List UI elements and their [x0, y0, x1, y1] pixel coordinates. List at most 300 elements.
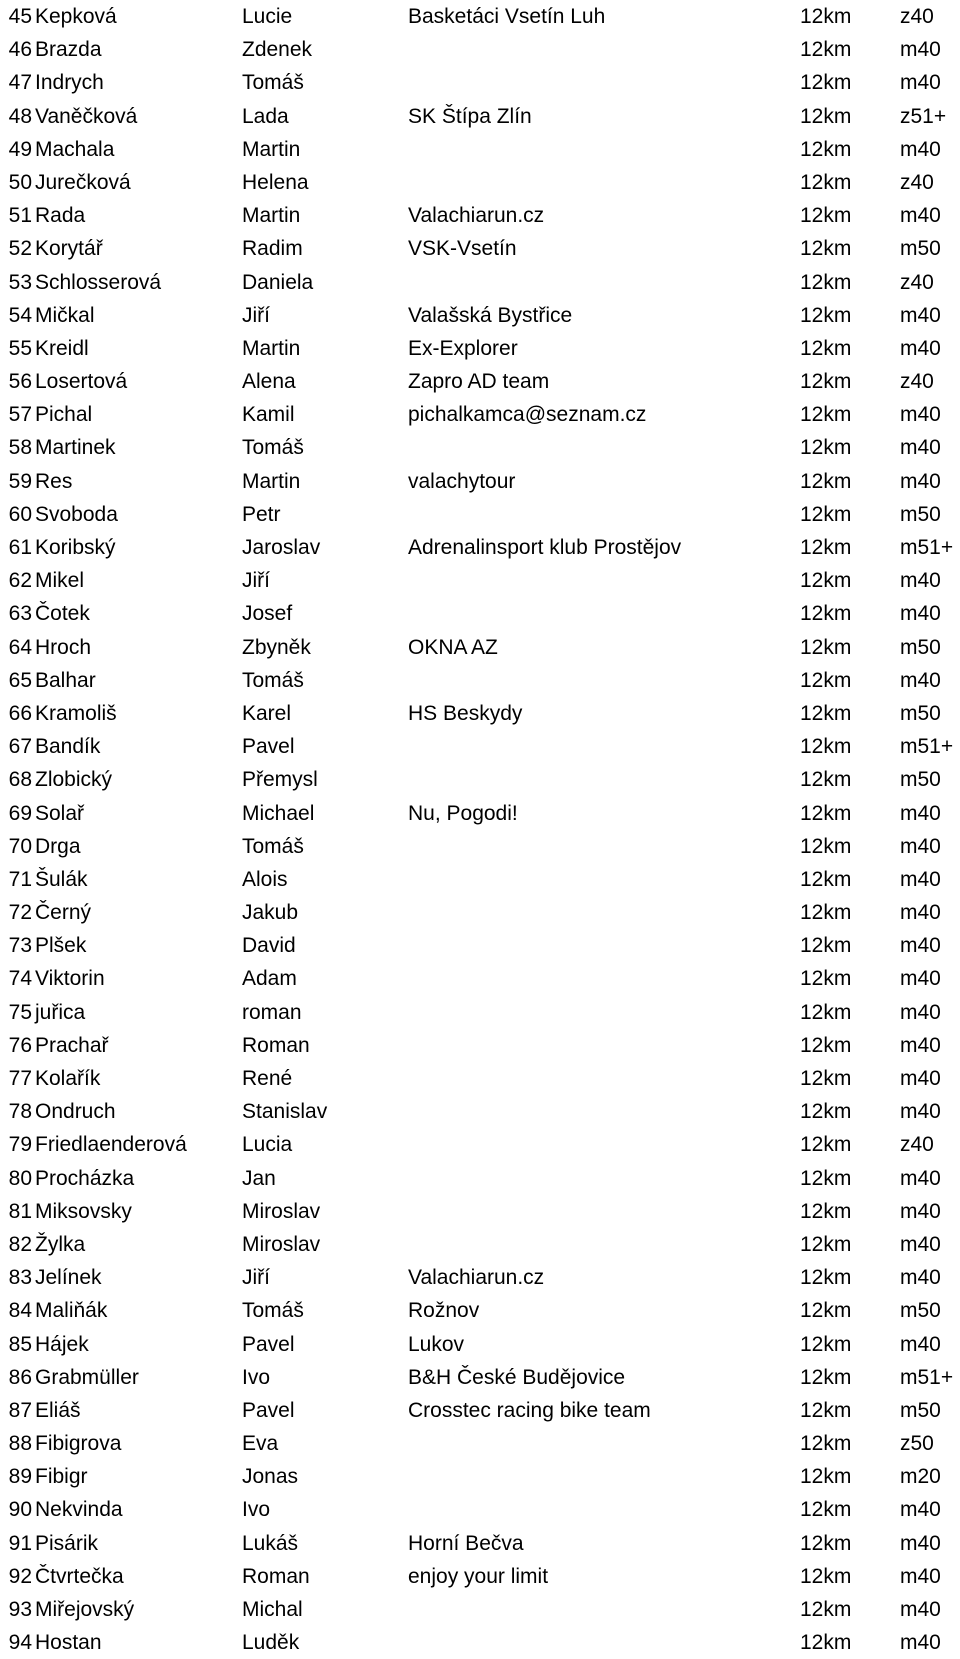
surname: Svoboda [35, 502, 118, 526]
result-row [0, 100, 960, 133]
surname: Kepková [35, 5, 117, 28]
result-row [0, 1460, 960, 1493]
distance: 12km [800, 1564, 852, 1588]
club: Basketáci Vsetín Luh [408, 5, 606, 28]
distance: 12km [800, 934, 852, 958]
result-row [0, 66, 960, 99]
start-number: 45 [8, 5, 32, 28]
distance: 12km [800, 502, 852, 526]
distance: 12km [800, 1432, 852, 1456]
distance: 12km [800, 303, 852, 327]
surname: Fibigrova [35, 1432, 122, 1456]
result-row [0, 1062, 960, 1095]
start-number: 67 [8, 735, 32, 759]
first-name: Martin [242, 469, 301, 493]
start-number: 77 [8, 1067, 32, 1090]
surname: Martinek [35, 436, 116, 460]
start-number: 73 [8, 934, 32, 958]
result-row [0, 0, 960, 33]
result-row [0, 1128, 960, 1161]
distance: 12km [800, 137, 852, 161]
category: m50 [900, 1398, 941, 1422]
surname: Čtvrtečka [35, 1564, 124, 1588]
club: Zapro AD team [408, 370, 550, 394]
category: m40 [900, 1332, 941, 1356]
club: Crosstec racing bike team [408, 1398, 651, 1422]
first-name: Eva [242, 1432, 279, 1456]
distance: 12km [800, 1232, 852, 1256]
start-number: 54 [8, 303, 32, 327]
distance: 12km [800, 1000, 852, 1024]
surname: Miksovsky [35, 1199, 132, 1223]
category: z50 [900, 1432, 934, 1456]
club: Horní Bečva [408, 1531, 524, 1555]
surname: Solař [35, 801, 85, 825]
first-name: Jiří [242, 569, 270, 593]
category: m40 [900, 569, 941, 593]
category: m40 [900, 1033, 941, 1057]
club: Rožnov [408, 1299, 480, 1323]
category: m40 [900, 1232, 941, 1256]
club: Ex-Explorer [408, 336, 518, 360]
start-number: 86 [8, 1365, 32, 1389]
distance: 12km [800, 867, 852, 891]
result-row [0, 1294, 960, 1327]
category: z40 [900, 370, 934, 394]
distance: 12km [800, 602, 852, 626]
surname: Viktorin [35, 967, 105, 991]
start-number: 53 [8, 270, 32, 294]
surname: Procházka [35, 1166, 135, 1190]
start-number: 74 [8, 967, 32, 991]
surname: Balhar [35, 668, 96, 692]
category: m40 [900, 1067, 941, 1090]
distance: 12km [800, 569, 852, 593]
surname: Zlobický [35, 768, 113, 792]
result-row [0, 929, 960, 962]
first-name: Tomáš [242, 668, 304, 692]
first-name: Josef [242, 602, 293, 626]
club: Lukov [408, 1332, 465, 1356]
category: z40 [900, 270, 934, 294]
start-number: 71 [8, 867, 32, 891]
first-name: Ivo [242, 1498, 271, 1522]
start-number: 63 [8, 602, 32, 626]
start-number: 65 [8, 668, 32, 692]
first-name: René [242, 1067, 293, 1090]
first-name: Jiří [242, 1266, 270, 1290]
first-name: Tomáš [242, 436, 304, 460]
first-name: Miroslav [242, 1232, 321, 1256]
distance: 12km [800, 71, 852, 95]
distance: 12km [800, 1531, 852, 1555]
start-number: 75 [8, 1000, 32, 1024]
first-name: roman [242, 1000, 302, 1024]
club: Adrenalinsport klub Prostějov [408, 536, 682, 559]
category: m40 [900, 1598, 941, 1621]
distance: 12km [800, 1067, 852, 1090]
result-row [0, 1493, 960, 1526]
first-name: Ivo [242, 1365, 271, 1389]
category: m40 [900, 336, 941, 360]
surname: Eliáš [35, 1398, 81, 1422]
category: z40 [900, 5, 934, 28]
start-number: 83 [8, 1266, 32, 1290]
start-number: 87 [8, 1398, 32, 1422]
surname: Miřejovský [35, 1598, 135, 1621]
category: m51+ [900, 536, 954, 559]
start-number: 51 [8, 204, 32, 228]
category: z40 [900, 170, 934, 194]
surname: Koribský [35, 536, 116, 559]
result-row [0, 730, 960, 763]
start-number: 47 [8, 71, 32, 95]
category: m40 [900, 602, 941, 626]
start-number: 92 [8, 1564, 32, 1588]
category: m20 [900, 1465, 941, 1489]
start-number: 84 [8, 1299, 32, 1323]
category: m50 [900, 701, 941, 725]
category: m40 [900, 867, 941, 891]
distance: 12km [800, 1100, 852, 1124]
first-name: Petr [242, 502, 281, 526]
first-name: Přemysl [242, 768, 318, 792]
first-name: David [242, 934, 296, 958]
distance: 12km [800, 834, 852, 858]
first-name: Jaroslav [242, 536, 321, 559]
surname: Mičkal [35, 303, 95, 327]
distance: 12km [800, 370, 852, 394]
result-row [0, 1593, 960, 1626]
surname: Schlosserová [35, 270, 162, 294]
first-name: Martin [242, 137, 301, 161]
first-name: Zbyněk [242, 635, 311, 659]
start-number: 76 [8, 1033, 32, 1057]
club: OKNA AZ [408, 635, 498, 659]
start-number: 90 [8, 1498, 32, 1522]
category: m40 [900, 1498, 941, 1522]
surname: Jurečková [35, 170, 131, 194]
start-number: 82 [8, 1232, 32, 1256]
distance: 12km [800, 1166, 852, 1190]
category: m40 [900, 204, 941, 228]
result-row [0, 1095, 960, 1128]
result-row [0, 1361, 960, 1394]
surname: Kolařík [35, 1067, 101, 1090]
category: m50 [900, 635, 941, 659]
start-number: 55 [8, 336, 32, 360]
distance: 12km [800, 1598, 852, 1621]
first-name: Stanislav [242, 1100, 328, 1124]
result-row [0, 1427, 960, 1460]
surname: Losertová [35, 370, 128, 394]
result-row [0, 431, 960, 464]
first-name: Michal [242, 1598, 303, 1621]
result-row [0, 299, 960, 332]
distance: 12km [800, 38, 852, 62]
distance: 12km [800, 1465, 852, 1489]
distance: 12km [800, 104, 852, 128]
category: m40 [900, 834, 941, 858]
club: enjoy your limit [408, 1564, 549, 1588]
surname: Žylka [35, 1232, 86, 1256]
category: m51+ [900, 735, 954, 759]
first-name: Jan [242, 1166, 276, 1190]
surname: Kreidl [35, 336, 89, 360]
first-name: Karel [242, 701, 292, 725]
club: VSK-Vsetín [408, 237, 517, 261]
category: m40 [900, 967, 941, 991]
result-row [0, 398, 960, 431]
distance: 12km [800, 1631, 852, 1655]
distance: 12km [800, 1199, 852, 1223]
surname: Indrych [35, 71, 104, 95]
distance: 12km [800, 1332, 852, 1356]
category: m40 [900, 1100, 941, 1124]
start-number: 60 [8, 502, 32, 526]
surname: Rada [35, 204, 86, 228]
result-row [0, 166, 960, 199]
distance: 12km [800, 768, 852, 792]
club: pichalkamca@seznam.cz [408, 403, 647, 427]
first-name: Martin [242, 336, 301, 360]
start-number: 85 [8, 1332, 32, 1356]
category: m40 [900, 668, 941, 692]
first-name: Tomáš [242, 1299, 304, 1323]
start-number: 79 [8, 1133, 32, 1157]
result-row [0, 332, 960, 365]
category: m40 [900, 436, 941, 460]
surname: Prachař [35, 1033, 109, 1057]
result-row [0, 199, 960, 232]
start-number: 46 [8, 38, 32, 62]
first-name: Lucia [242, 1133, 293, 1157]
distance: 12km [800, 901, 852, 925]
first-name: Helena [242, 170, 309, 194]
distance: 12km [800, 801, 852, 825]
surname: Mikel [35, 569, 85, 593]
start-number: 49 [8, 137, 32, 161]
distance: 12km [800, 469, 852, 493]
first-name: Roman [242, 1564, 310, 1588]
start-number: 64 [8, 635, 32, 659]
start-number: 72 [8, 901, 32, 925]
category: m40 [900, 469, 941, 493]
surname: Pichal [35, 403, 93, 427]
first-name: Martin [242, 204, 301, 228]
distance: 12km [800, 170, 852, 194]
category: m40 [900, 1631, 941, 1655]
surname: Machala [35, 137, 115, 161]
surname: Korytář [35, 237, 103, 261]
result-row [0, 1527, 960, 1560]
start-number: 69 [8, 801, 32, 825]
first-name: Tomáš [242, 834, 304, 858]
start-number: 93 [8, 1598, 32, 1621]
start-number: 68 [8, 768, 32, 792]
surname: Hostan [35, 1631, 102, 1655]
distance: 12km [800, 5, 852, 28]
result-row [0, 1029, 960, 1062]
result-row [0, 1261, 960, 1294]
distance: 12km [800, 967, 852, 991]
surname: Hroch [35, 635, 92, 659]
start-number: 66 [8, 701, 32, 725]
result-row [0, 1560, 960, 1593]
result-row [0, 830, 960, 863]
first-name: Roman [242, 1033, 310, 1057]
distance: 12km [800, 403, 852, 427]
category: m40 [900, 1564, 941, 1588]
start-number: 88 [8, 1432, 32, 1456]
result-row [0, 133, 960, 166]
distance: 12km [800, 1133, 852, 1157]
first-name: Radim [242, 237, 303, 261]
distance: 12km [800, 536, 852, 559]
start-number: 62 [8, 569, 32, 593]
result-row [0, 1228, 960, 1261]
result-row [0, 863, 960, 896]
start-number: 61 [8, 536, 32, 559]
club: valachytour [408, 469, 516, 493]
surname: juřica [35, 1000, 86, 1024]
surname: Drga [35, 834, 81, 858]
category: m40 [900, 1266, 941, 1290]
result-row [0, 465, 960, 498]
category: m50 [900, 1299, 941, 1323]
surname: Plšek [35, 934, 87, 958]
result-row [0, 498, 960, 531]
first-name: Alois [242, 867, 288, 891]
start-number: 50 [8, 170, 32, 194]
surname: Pisárik [35, 1531, 99, 1555]
first-name: Kamil [242, 403, 295, 427]
club: Valachiarun.cz [408, 1266, 545, 1290]
category: m40 [900, 1000, 941, 1024]
surname: Vaněčková [35, 104, 138, 128]
club: SK Štípa Zlín [408, 104, 532, 128]
surname: Čotek [35, 602, 90, 626]
result-row [0, 531, 960, 564]
result-row [0, 266, 960, 299]
club: B&H České Budějovice [408, 1365, 626, 1389]
distance: 12km [800, 436, 852, 460]
distance: 12km [800, 635, 852, 659]
category: m40 [900, 38, 941, 62]
result-row [0, 232, 960, 265]
category: m40 [900, 901, 941, 925]
first-name: Pavel [242, 1332, 295, 1356]
result-row [0, 763, 960, 796]
distance: 12km [800, 1033, 852, 1057]
club: Valašská Bystřice [408, 303, 573, 327]
start-number: 80 [8, 1166, 32, 1190]
start-number: 56 [8, 370, 32, 394]
first-name: Miroslav [242, 1199, 321, 1223]
first-name: Lada [242, 104, 289, 128]
distance: 12km [800, 1299, 852, 1323]
start-number: 94 [8, 1631, 32, 1655]
surname: Res [35, 469, 73, 493]
first-name: Pavel [242, 1398, 295, 1422]
start-number: 57 [8, 403, 32, 427]
category: m40 [900, 934, 941, 958]
club: HS Beskydy [408, 701, 523, 725]
first-name: Michael [242, 801, 315, 825]
first-name: Pavel [242, 735, 295, 759]
first-name: Jonas [242, 1465, 299, 1489]
result-row [0, 996, 960, 1029]
surname: Hájek [35, 1332, 89, 1356]
surname: Brazda [35, 38, 102, 62]
category: m40 [900, 1166, 941, 1190]
surname: Jelínek [35, 1266, 102, 1290]
start-number: 48 [8, 104, 32, 128]
surname: Maliňák [35, 1299, 108, 1323]
category: z40 [900, 1133, 934, 1157]
first-name: Luděk [242, 1631, 300, 1655]
start-number: 58 [8, 436, 32, 460]
result-row [0, 631, 960, 664]
surname: Nekvinda [35, 1498, 123, 1522]
distance: 12km [800, 1398, 852, 1422]
category: m50 [900, 237, 941, 261]
start-number: 52 [8, 237, 32, 261]
surname: Kramoliš [35, 701, 117, 725]
distance: 12km [800, 237, 852, 261]
distance: 12km [800, 1365, 852, 1389]
first-name: Daniela [242, 270, 314, 294]
category: m40 [900, 403, 941, 427]
distance: 12km [800, 735, 852, 759]
start-number: 59 [8, 469, 32, 493]
result-row [0, 664, 960, 697]
result-row [0, 597, 960, 630]
category: m51+ [900, 1365, 954, 1389]
first-name: Jiří [242, 303, 270, 327]
start-number: 89 [8, 1465, 32, 1489]
start-number: 78 [8, 1100, 32, 1124]
start-number: 81 [8, 1199, 32, 1223]
category: m40 [900, 71, 941, 95]
result-row [0, 1626, 960, 1659]
first-name: Tomáš [242, 71, 304, 95]
category: m50 [900, 768, 941, 792]
result-row [0, 564, 960, 597]
distance: 12km [800, 270, 852, 294]
start-number: 70 [8, 834, 32, 858]
surname: Černý [35, 901, 92, 925]
surname: Grabmüller [35, 1365, 139, 1389]
distance: 12km [800, 1498, 852, 1522]
distance: 12km [800, 336, 852, 360]
result-row [0, 697, 960, 730]
distance: 12km [800, 668, 852, 692]
result-row [0, 1394, 960, 1427]
result-row [0, 797, 960, 830]
distance: 12km [800, 204, 852, 228]
club: Valachiarun.cz [408, 204, 545, 228]
result-row [0, 33, 960, 66]
first-name: Adam [242, 967, 297, 991]
first-name: Jakub [242, 901, 299, 925]
first-name: Lukáš [242, 1531, 299, 1555]
distance: 12km [800, 701, 852, 725]
first-name: Zdenek [242, 38, 313, 62]
category: m40 [900, 1531, 941, 1555]
club: Nu, Pogodi! [408, 801, 518, 825]
result-row [0, 1328, 960, 1361]
